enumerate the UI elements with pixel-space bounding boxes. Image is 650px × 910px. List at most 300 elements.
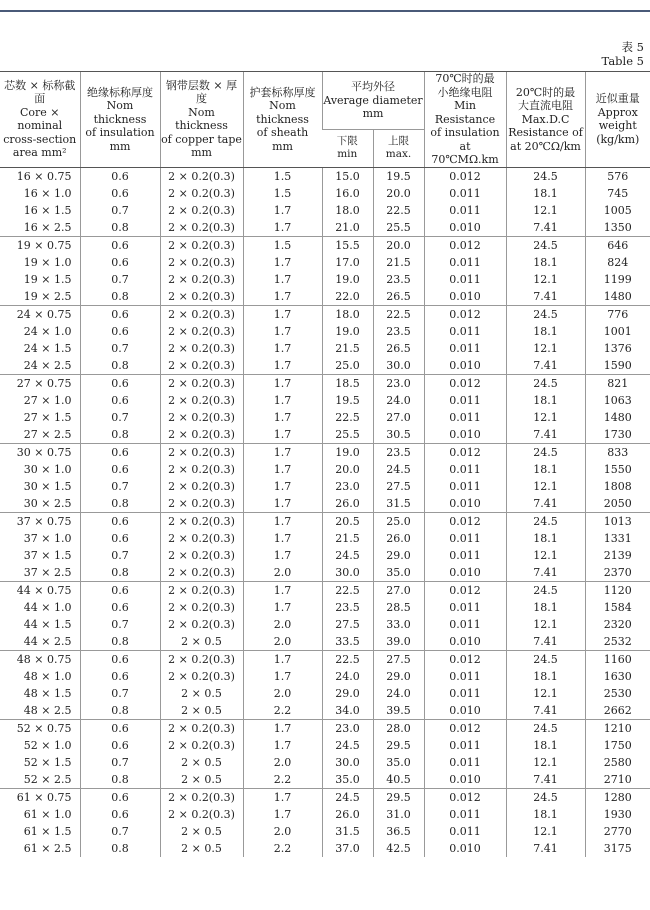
table-cell: 29.0: [322, 685, 373, 702]
table-cell: 0.012: [424, 374, 506, 392]
table-cell: 0.010: [424, 771, 506, 789]
table-cell: 2 × 0.5: [160, 771, 243, 789]
row-group: [0, 788, 650, 857]
table-cell: 2532: [585, 633, 650, 651]
table-cell: 12.1: [506, 409, 585, 426]
table-row: [0, 599, 650, 616]
table-cell: 30 × 0.75: [0, 443, 80, 461]
table-cell: 17.0: [322, 254, 373, 271]
table-cell: 18.1: [506, 599, 585, 616]
table-cell: 2 × 0.2(0.3): [160, 288, 243, 306]
table-cell: 1005: [585, 202, 650, 219]
table-cell: 1.7: [243, 426, 322, 444]
table-cell: 0.010: [424, 426, 506, 444]
table-cell: 0.8: [80, 288, 160, 306]
table-cell: 0.6: [80, 737, 160, 754]
table-cell: 1001: [585, 323, 650, 340]
table-cell: 2 × 0.2(0.3): [160, 409, 243, 426]
table-row: [0, 806, 650, 823]
table-cell: 28.5: [373, 599, 424, 616]
header-sheath: 护套标称厚度 Nom thickness of sheath mm: [243, 72, 322, 168]
table-cell: 25.5: [322, 426, 373, 444]
table-cell: 40.5: [373, 771, 424, 789]
table-cell: 7.41: [506, 564, 585, 582]
table-cell: 52 × 1.5: [23, 755, 72, 769]
table-cell: 7.41: [506, 840, 585, 857]
table-cell: 48 × 0.75: [0, 650, 80, 668]
table-cell: 0.6: [80, 392, 160, 409]
table-cell: 30 × 1.0: [23, 462, 72, 476]
table-cell: 0.012: [424, 788, 506, 806]
table-row: [0, 254, 650, 271]
table-cell: 2 × 0.5: [160, 754, 243, 771]
table-row: [0, 426, 650, 444]
table-cell: 2 × 0.2(0.3): [160, 616, 243, 633]
table-cell: 18.0: [322, 305, 373, 323]
table-cell: 1.7: [243, 719, 322, 737]
table-cell: 1.7: [243, 374, 322, 392]
table-cell: 2 × 0.2(0.3): [160, 461, 243, 478]
table-cell: 2 × 0.2(0.3): [160, 530, 243, 547]
table-cell: 52 × 1.0: [23, 738, 72, 752]
table-cell: 20.0: [373, 236, 424, 254]
table-cell: 2 × 0.2(0.3): [160, 737, 243, 754]
table-cell: 776: [585, 305, 650, 323]
table-cell: 0.012: [424, 443, 506, 461]
table-cell: 24.5: [506, 236, 585, 254]
table-cell: 0.8: [80, 702, 160, 720]
table-cell: 24.0: [322, 668, 373, 685]
table-cell: 2530: [585, 685, 650, 702]
table-cell: 0.011: [424, 599, 506, 616]
table-cell: 19.0: [322, 323, 373, 340]
table-cell: 33.0: [373, 616, 424, 633]
table-cell: 2.0: [243, 754, 322, 771]
table-cell: 1550: [585, 461, 650, 478]
table-row: [0, 840, 650, 857]
table-cell: 44 × 1.0: [23, 600, 72, 614]
table-cell: 2 × 0.2(0.3): [160, 236, 243, 254]
table-cell: 30.0: [373, 357, 424, 375]
table-cell: 0.010: [424, 840, 506, 857]
table-cell: 25.0: [373, 512, 424, 530]
table-cell: 12.1: [506, 754, 585, 771]
table-cell: 1.7: [243, 668, 322, 685]
table-cell: 31.5: [322, 823, 373, 840]
table-cell: 25.5: [373, 219, 424, 237]
table-cell: 22.5: [322, 581, 373, 599]
table-cell: 44 × 0.75: [0, 581, 80, 599]
table-cell: 19 × 1.0: [23, 255, 72, 269]
table-cell: 26.5: [373, 340, 424, 357]
table-cell: 1930: [585, 806, 650, 823]
table-cell: 0.7: [80, 271, 160, 288]
table-cell: 48 × 1.0: [23, 669, 72, 683]
table-cell: 2 × 0.2(0.3): [160, 254, 243, 271]
table-cell: 52 × 2.5: [23, 772, 72, 786]
table-cell: 27.5: [373, 478, 424, 495]
table-cell: 23.5: [373, 271, 424, 288]
table-cell: 61 × 0.75: [0, 788, 80, 806]
table-cell: 646: [585, 236, 650, 254]
table-cell: 0.011: [424, 547, 506, 564]
table-cell: 19 × 2.5: [23, 289, 72, 303]
table-cell: 1.7: [243, 806, 322, 823]
table-cell: 1331: [585, 530, 650, 547]
table-cell: 12.1: [506, 547, 585, 564]
table-cell: 0.8: [80, 219, 160, 237]
table-cell: 1590: [585, 357, 650, 375]
table-cell: 31.0: [373, 806, 424, 823]
table-cell: 23.0: [322, 719, 373, 737]
table-cell: 2580: [585, 754, 650, 771]
table-cell: 23.0: [373, 374, 424, 392]
table-cell: 576: [585, 167, 650, 185]
header-copper-tape: 钢带层数 × 厚度 Nom thickness of copper tape mm: [160, 72, 243, 168]
table-cell: 2 × 0.2(0.3): [160, 443, 243, 461]
table-cell: 24.0: [373, 392, 424, 409]
table-cell: 37 × 2.5: [23, 565, 72, 579]
table-cell: 24.5: [506, 305, 585, 323]
table-row: [0, 495, 650, 513]
table-cell: 27 × 2.5: [23, 427, 72, 441]
table-cell: 48 × 2.5: [23, 703, 72, 717]
table-cell: 0.010: [424, 495, 506, 513]
table-cell: 20.5: [322, 512, 373, 530]
table-cell: 18.1: [506, 254, 585, 271]
table-cell: 0.011: [424, 202, 506, 219]
table-row: [0, 823, 650, 840]
table-cell: 1280: [585, 788, 650, 806]
table-cell: 2.2: [243, 840, 322, 857]
table-cell: 2 × 0.5: [160, 685, 243, 702]
table-cell: 0.011: [424, 530, 506, 547]
table-cell: 16 × 0.75: [0, 167, 80, 185]
header-insulation: 绝缘标称厚度 Nom thickness of insulation mm: [80, 72, 160, 168]
table-cell: 0.011: [424, 271, 506, 288]
table-cell: 0.010: [424, 702, 506, 720]
table-cell: 30 × 1.5: [23, 479, 72, 493]
table-cell: 0.6: [80, 185, 160, 202]
table-cell: 1120: [585, 581, 650, 599]
table-cell: 0.7: [80, 202, 160, 219]
table-cell: 0.8: [80, 357, 160, 375]
table-cell: 19 × 0.75: [0, 236, 80, 254]
table-cell: 7.41: [506, 219, 585, 237]
table-cell: 27 × 1.0: [23, 393, 72, 407]
table-row: [0, 788, 650, 806]
table-cell: 1.7: [243, 737, 322, 754]
table-cell: 18.1: [506, 323, 585, 340]
table-cell: 28.0: [373, 719, 424, 737]
table-cell: 16.0: [322, 185, 373, 202]
table-cell: 0.012: [424, 167, 506, 185]
table-cell: 2 × 0.5: [160, 633, 243, 651]
table-cell: 0.6: [80, 443, 160, 461]
table-cell: 12.1: [506, 616, 585, 633]
table-cell: 0.010: [424, 288, 506, 306]
table-cell: 23.0: [322, 478, 373, 495]
table-row: [0, 633, 650, 651]
row-group: [0, 719, 650, 788]
table-cell: 27.5: [373, 650, 424, 668]
table-cell: 12.1: [506, 202, 585, 219]
table-cell: 2 × 0.2(0.3): [160, 167, 243, 185]
table-cell: 821: [585, 374, 650, 392]
row-group: [0, 236, 650, 305]
table-cell: 2 × 0.2(0.3): [160, 202, 243, 219]
table-cell: 2 × 0.2(0.3): [160, 719, 243, 737]
table-cell: 1210: [585, 719, 650, 737]
table-cell: 1199: [585, 271, 650, 288]
table-cell: 0.7: [80, 823, 160, 840]
table-cell: 29.5: [373, 788, 424, 806]
table-row: [0, 668, 650, 685]
table-cell: 19.0: [322, 443, 373, 461]
row-group: [0, 581, 650, 650]
table-row: [0, 737, 650, 754]
table-cell: 0.012: [424, 650, 506, 668]
table-cell: 15.5: [322, 236, 373, 254]
table-cell: 2 × 0.2(0.3): [160, 340, 243, 357]
table-cell: 833: [585, 443, 650, 461]
header-average-diameter: 平均外径 Average diameter mm: [322, 72, 424, 130]
table-cell: 0.012: [424, 581, 506, 599]
table-cell: 2.2: [243, 771, 322, 789]
table-cell: 33.5: [322, 633, 373, 651]
table-cell: 12.1: [506, 478, 585, 495]
table-cell: 2 × 0.2(0.3): [160, 495, 243, 513]
table-cell: 35.0: [373, 564, 424, 582]
table-row: [0, 185, 650, 202]
table-cell: 61 × 1.5: [23, 824, 72, 838]
table-cell: 27.0: [373, 581, 424, 599]
table-cell: 0.6: [80, 323, 160, 340]
table-cell: 1160: [585, 650, 650, 668]
table-cell: 2 × 0.2(0.3): [160, 512, 243, 530]
table-cell: 745: [585, 185, 650, 202]
table-cell: 0.010: [424, 633, 506, 651]
table-cell: 2 × 0.2(0.3): [160, 547, 243, 564]
table-cell: 0.011: [424, 185, 506, 202]
table-cell: 2662: [585, 702, 650, 720]
table-cell: 19.5: [322, 392, 373, 409]
table-cell: 2 × 0.2(0.3): [160, 271, 243, 288]
table-cell: 1063: [585, 392, 650, 409]
table-cell: 0.011: [424, 685, 506, 702]
table-cell: 0.011: [424, 806, 506, 823]
table-cell: 39.0: [373, 633, 424, 651]
table-cell: 0.010: [424, 357, 506, 375]
table-cell: 22.0: [322, 288, 373, 306]
table-cell: 7.41: [506, 357, 585, 375]
table-cell: 0.8: [80, 633, 160, 651]
table-cell: 24 × 1.0: [23, 324, 72, 338]
table-cell: 19.5: [373, 167, 424, 185]
table-cell: 0.012: [424, 719, 506, 737]
table-cell: 2 × 0.2(0.3): [160, 185, 243, 202]
table-row: [0, 409, 650, 426]
table-cell: 1.7: [243, 409, 322, 426]
table-cell: 18.1: [506, 668, 585, 685]
table-cell: 1480: [585, 409, 650, 426]
table-cell: 61 × 2.5: [23, 841, 72, 855]
table-row: [0, 271, 650, 288]
table-cell: 0.7: [80, 616, 160, 633]
table-cell: 25.0: [322, 357, 373, 375]
table-cell: 12.1: [506, 685, 585, 702]
table-cell: 0.6: [80, 530, 160, 547]
table-cell: 1376: [585, 340, 650, 357]
header-max-dc-resistance: 20℃时的最 大直流电阻 Max.D.C Resistance of at 20℃Ω/km: [506, 72, 585, 168]
table-row: [0, 323, 650, 340]
table-row: [0, 564, 650, 582]
table-cell: 0.010: [424, 564, 506, 582]
table-cell: 1013: [585, 512, 650, 530]
table-cell: 24.5: [322, 547, 373, 564]
table-cell: 21.5: [322, 530, 373, 547]
table-cell: 24 × 2.5: [23, 358, 72, 372]
table-row: [0, 771, 650, 789]
table-cell: 2710: [585, 771, 650, 789]
table-cell: 0.6: [80, 236, 160, 254]
table-cell: 36.5: [373, 823, 424, 840]
table-cell: 1.7: [243, 650, 322, 668]
table-cell: 7.41: [506, 426, 585, 444]
row-group: [0, 305, 650, 374]
table-cell: 1.7: [243, 443, 322, 461]
table-cell: 12.1: [506, 271, 585, 288]
table-cell: 0.8: [80, 426, 160, 444]
table-cell: 0.011: [424, 461, 506, 478]
table-cell: 0.011: [424, 754, 506, 771]
table-row: [0, 702, 650, 720]
table-cell: 7.41: [506, 702, 585, 720]
table-cell: 2 × 0.5: [160, 840, 243, 857]
table-cell: 0.011: [424, 323, 506, 340]
table-cell: 2320: [585, 616, 650, 633]
table-cell: 1.7: [243, 581, 322, 599]
table-cell: 1.7: [243, 305, 322, 323]
table-row: [0, 461, 650, 478]
table-cell: 1.7: [243, 788, 322, 806]
table-row: [0, 167, 650, 185]
table-cell: 2 × 0.5: [160, 823, 243, 840]
table-row: [0, 443, 650, 461]
table-cell: 26.0: [322, 495, 373, 513]
table-cell: 7.41: [506, 633, 585, 651]
table-cell: 1.7: [243, 495, 322, 513]
table-cell: 2 × 0.2(0.3): [160, 599, 243, 616]
table-cell: 0.012: [424, 305, 506, 323]
header-core: 芯数 × 标称截面 Core × nominal cross-section area mm²: [0, 72, 80, 168]
table-cell: 0.7: [80, 547, 160, 564]
table-cell: 24.5: [506, 512, 585, 530]
row-group: [0, 443, 650, 512]
table-cell: 0.011: [424, 392, 506, 409]
table-row: [0, 357, 650, 375]
table-cell: 1.5: [243, 236, 322, 254]
table-cell: 2370: [585, 564, 650, 582]
table-row: [0, 754, 650, 771]
table-cell: 1.7: [243, 530, 322, 547]
table-cell: 0.7: [80, 478, 160, 495]
table-cell: 0.6: [80, 305, 160, 323]
table-cell: 2139: [585, 547, 650, 564]
table-row: [0, 512, 650, 530]
table-cell: 20.0: [322, 461, 373, 478]
table-cell: 0.6: [80, 461, 160, 478]
table-cell: 24.5: [506, 167, 585, 185]
table-cell: 2 × 0.2(0.3): [160, 426, 243, 444]
table-cell: 0.6: [80, 788, 160, 806]
table-cell: 2 × 0.2(0.3): [160, 392, 243, 409]
table-cell: 7.41: [506, 288, 585, 306]
table-cell: 1.5: [243, 167, 322, 185]
table-cell: 1.7: [243, 547, 322, 564]
table-row: [0, 530, 650, 547]
table-cell: 26.5: [373, 288, 424, 306]
table-cell: 1630: [585, 668, 650, 685]
table-cell: 29.0: [373, 547, 424, 564]
table-cell: 29.0: [373, 668, 424, 685]
table-cell: 22.5: [322, 409, 373, 426]
table-cell: 35.0: [322, 771, 373, 789]
table-cell: 0.6: [80, 374, 160, 392]
table-cell: 2.0: [243, 616, 322, 633]
table-cell: 52 × 0.75: [0, 719, 80, 737]
table-cell: 2 × 0.2(0.3): [160, 323, 243, 340]
table-cell: 37 × 1.0: [23, 531, 72, 545]
table-cell: 1.5: [243, 185, 322, 202]
table-cell: 27.0: [373, 409, 424, 426]
table-cell: 37 × 1.5: [23, 548, 72, 562]
table-cell: 0.011: [424, 737, 506, 754]
table-cell: 37.0: [322, 840, 373, 857]
table-cell: 0.6: [80, 581, 160, 599]
table-cell: 0.8: [80, 771, 160, 789]
table-cell: 44 × 1.5: [23, 617, 72, 631]
table-cell: 19 × 1.5: [23, 272, 72, 286]
table-cell: 0.6: [80, 512, 160, 530]
table-cell: 1730: [585, 426, 650, 444]
table-cell: 0.011: [424, 668, 506, 685]
table-cell: 1.7: [243, 478, 322, 495]
table-cell: 39.5: [373, 702, 424, 720]
row-group: [0, 167, 650, 236]
table-cell: 2 × 0.2(0.3): [160, 478, 243, 495]
table-cell: 0.6: [80, 650, 160, 668]
table-cell: 0.011: [424, 340, 506, 357]
table-row: [0, 305, 650, 323]
table-cell: 1480: [585, 288, 650, 306]
table-cell: 29.5: [373, 737, 424, 754]
table-cell: 2.2: [243, 702, 322, 720]
table-cell: 27 × 0.75: [0, 374, 80, 392]
table-cell: 30.5: [373, 426, 424, 444]
table-cell: 34.0: [322, 702, 373, 720]
table-cell: 0.011: [424, 254, 506, 271]
table-cell: 0.011: [424, 409, 506, 426]
table-cell: 12.1: [506, 340, 585, 357]
table-cell: 24.0: [373, 685, 424, 702]
table-cell: 0.011: [424, 823, 506, 840]
table-cell: 0.7: [80, 409, 160, 426]
table-cell: 0.8: [80, 840, 160, 857]
table-cell: 31.5: [373, 495, 424, 513]
table-cell: 7.41: [506, 771, 585, 789]
table-cell: 22.5: [373, 202, 424, 219]
